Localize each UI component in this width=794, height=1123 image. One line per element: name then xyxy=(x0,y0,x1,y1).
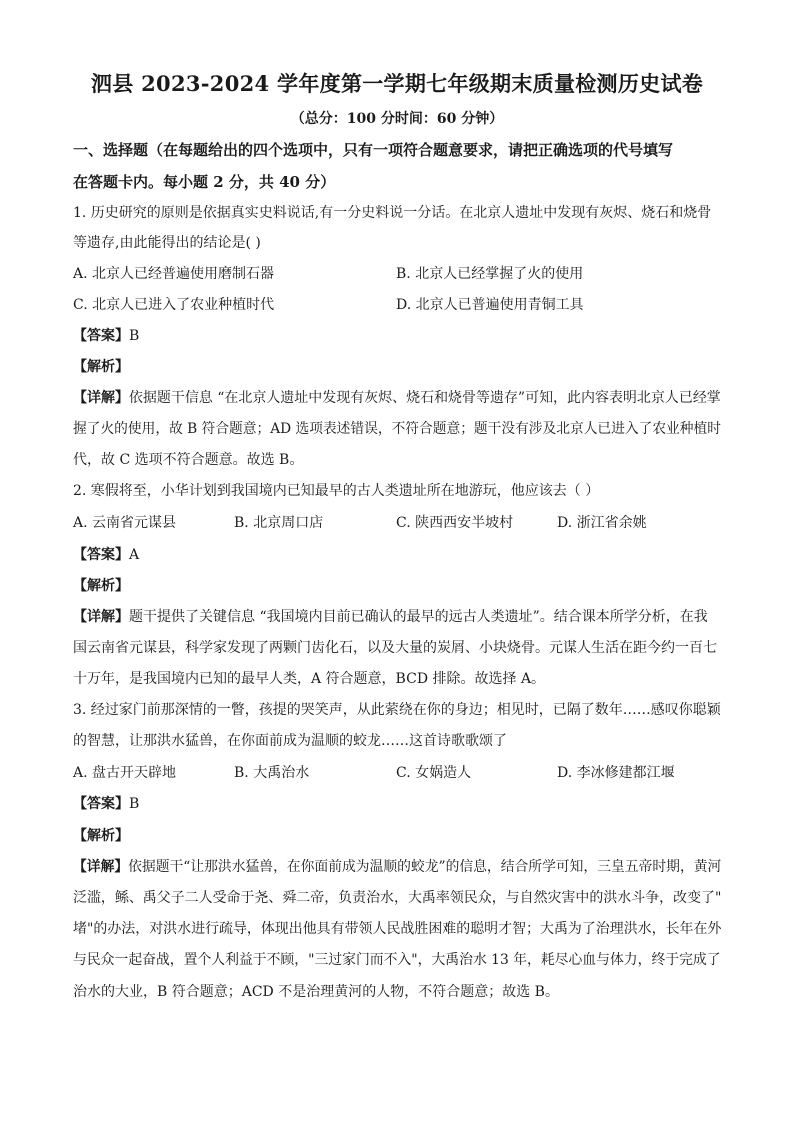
q3-answer-tag: 【答案】 xyxy=(73,796,129,812)
q3-stem-line2: 的智慧，让那洪水猛兽，在你面前成为温顺的蛟龙……这首诗歌歌颂了 xyxy=(73,733,507,749)
q1-detail-line3: 代，故 C 选项不符合题意。故选 B。 xyxy=(73,452,304,468)
q2-option-d: D. 浙江省余姚 xyxy=(557,515,647,531)
q1-detail-text: 依据题干信息 “在北京人遗址中发现有灰烬、烧石和烧骨等遗存”可知，此内容表明北京人已经掌 xyxy=(128,390,721,406)
q3-option-b: B. 大禹治水 xyxy=(234,765,310,781)
q2-detail-tag: 【详解】 xyxy=(73,609,129,625)
q2-detail-line2: 国云南省元谋县，科学家发现了两颗门齿化石，以及大量的炭屑、小块烧骨。元谋人生活在距今约一百七 xyxy=(73,640,717,656)
q1-option-d: D. 北京人已普遍使用青铜工具 xyxy=(396,297,584,313)
q2-answer xyxy=(73,545,139,565)
q1-option-a: A. 北京人已经普遍使用磨制石器 xyxy=(73,266,275,282)
q3-option-d: D. 李冰修建都江堰 xyxy=(557,765,675,781)
q3-detail-line3: 堵"的办法，对洪水进行疏导，体现出他具有带领人民战胜困难的聪明才智；大禹为了治理洪水，长年在外 xyxy=(73,921,722,937)
q2-detail-line1 xyxy=(73,607,708,627)
q3-detail-text: 依据题干“让那洪水猛兽，在你面前成为温顺的蛟龙”的信息，结合所学可知，三皇五帝时期，黄河 xyxy=(128,859,722,875)
q3-answer-value: B xyxy=(129,796,140,812)
q3-detail-tag: 【详解】 xyxy=(73,859,129,875)
q2-answer-tag: 【答案】 xyxy=(73,547,129,563)
q3-detail-line1 xyxy=(73,857,721,877)
q3-analysis-tag: 【解析】 xyxy=(73,828,129,844)
q2-option-a: A. 云南省元谋县 xyxy=(73,515,177,531)
exam-title: 泗县 2023-2024 学年度第一学期七年级期末质量检测历史试卷 xyxy=(90,71,704,96)
q2-detail-line3: 十万年，是我国境内已知的最早人类，A 符合题意，BCD 排除。故选择 A。 xyxy=(73,671,546,687)
q1-stem-line1: 1. 历史研究的原则是依据真实史料说话,有一分史料说一分话。在北京人遗址中发现有灰烬、烧石和烧骨 xyxy=(73,205,712,221)
q2-option-c: C. 陕西西安半坡村 xyxy=(396,515,514,531)
exam-subtitle: （总分：100 分时间：60 分钟） xyxy=(290,111,504,127)
q3-answer xyxy=(73,794,139,814)
q3-detail-line4: 与民众一起奋战，置个人利益于不顾，"三过家门而不入"，大禹治水 13 年，耗尽心血与体力，终于完成了 xyxy=(73,952,721,968)
q1-detail-line1 xyxy=(73,388,721,408)
q3-detail-line2: 泛滥，鲧、禹父子二人受命于尧、舜二帝，负责治水，大禹率领民众，与自然灾害中的洪水斗争，改变了" xyxy=(73,890,722,906)
q2-stem-line1: 2. 寒假将至，小华计划到我国境内已知最早的古人类遗址所在地游玩，他应该去（ ） xyxy=(73,483,600,499)
q2-analysis-tag: 【解析】 xyxy=(73,578,129,594)
q1-answer xyxy=(73,326,139,346)
q1-stem-line2: 等遗存,由此能得出的结论是( ) xyxy=(73,235,261,251)
q3-option-a: A. 盘古开天辟地 xyxy=(73,765,177,781)
section-heading-line1: 一、选择题（在每题给出的四个选项中，只有一项符合题意要求，请把正确选项的代号填写 xyxy=(73,141,674,159)
q1-detail-tag: 【详解】 xyxy=(73,390,129,406)
q1-analysis-tag: 【解析】 xyxy=(73,359,129,375)
q3-detail-line5: 治水的大业，B 符合题意；ACD 不是治理黄河的人物，不符合题意；故选 B。 xyxy=(73,984,559,1000)
section-heading-line2: 在答题卡内。每小题 2 分，共 40 分） xyxy=(73,173,336,191)
q1-answer-value: B xyxy=(129,328,140,344)
q2-answer-value: A xyxy=(129,547,140,563)
q1-answer-tag: 【答案】 xyxy=(73,328,129,344)
q1-option-b: B. 北京人已经掌握了火的使用 xyxy=(396,266,584,282)
q3-stem-line1: 3. 经过家门前那深情的一瞥，孩提的哭笑声，从此萦绕在你的身边；相见时，已隔了数年……感叹你聪颖 xyxy=(73,702,721,718)
q2-detail-text: 题干提供了关键信息 “我国境内目前已确认的最早的远古人类遗址”。结合课本所学分析，在我 xyxy=(129,609,708,625)
q2-option-b: B. 北京周口店 xyxy=(234,515,324,531)
q1-detail-line2: 握了火的使用，故 B 符合题意；AD 选项表述错误，不符合题意；题干没有涉及北京人已进入了农业种植时 xyxy=(73,421,721,437)
q1-option-c: C. 北京人已进入了农业种植时代 xyxy=(73,297,275,313)
q3-option-c: C. 女娲造人 xyxy=(396,765,472,781)
